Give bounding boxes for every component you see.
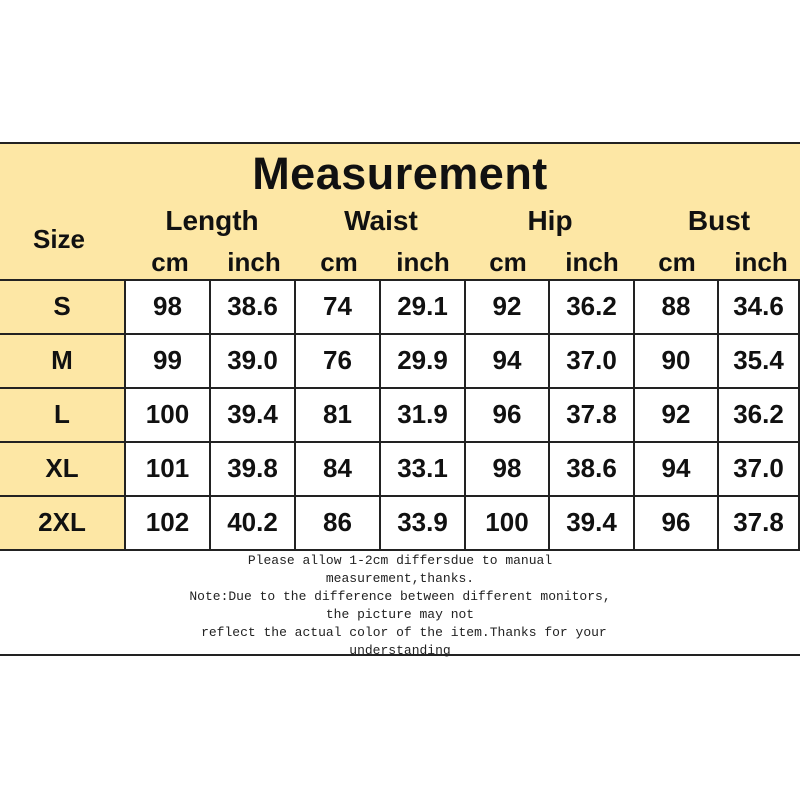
note-line: Please allow 1-2cm differsdue to manual [247,553,553,568]
size-cell: S [0,279,126,333]
value-cell: 34.6 [719,279,800,333]
size-cell: L [0,387,126,441]
value-cell: 31.9 [381,387,466,441]
size-cell: M [0,333,126,387]
value-cell: 86 [296,495,381,551]
value-cell: 35.4 [719,333,800,387]
table-header [0,144,800,279]
value-cell: 92 [466,279,550,333]
hip-header: Hip [527,205,573,236]
value-cell: 101 [126,441,211,495]
value-cell: 94 [466,333,550,387]
note-line: the picture may not [325,607,475,622]
table-row [0,495,800,549]
table-row [0,279,800,333]
waist-inch-header: inch [396,247,450,277]
waist-cm-header: cm [320,247,358,277]
notes [0,552,800,660]
table-row [0,387,800,441]
hip-inch-header: inch [565,247,619,277]
value-cell: 99 [126,333,211,387]
value-cell: 98 [126,279,211,333]
length-inch-header: inch [227,247,281,277]
value-cell: 98 [466,441,550,495]
bust-header: Bust [687,205,751,236]
bust-cm-header: cm [658,247,696,277]
value-cell: 88 [635,279,719,333]
bust-inch-header: inch [734,247,788,277]
value-cell: 84 [296,441,381,495]
value-cell: 76 [296,333,381,387]
value-cell: 102 [126,495,211,551]
value-cell: 39.4 [550,495,635,551]
length-header: Length [165,205,259,236]
value-cell: 39.4 [211,387,296,441]
table-row [0,333,800,387]
size-column-header: Size [32,224,86,254]
note-line: measurement,thanks. [325,571,475,586]
value-cell: 92 [635,387,719,441]
value-cell: 90 [635,333,719,387]
size-cell: 2XL [0,495,126,551]
value-cell: 37.0 [550,333,635,387]
value-cell: 33.1 [381,441,466,495]
value-cell: 94 [635,441,719,495]
size-cell: XL [0,441,126,495]
note-line: reflect the actual color of the item.Thanks for your [193,625,607,640]
waist-header: Waist [344,205,418,236]
value-cell: 81 [296,387,381,441]
size-chart [0,142,800,656]
note-line: understanding [349,643,451,658]
measurement-grid [0,279,800,549]
value-cell: 74 [296,279,381,333]
value-cell: 37.0 [719,441,800,495]
value-cell: 36.2 [550,279,635,333]
value-cell: 29.1 [381,279,466,333]
value-cell: 33.9 [381,495,466,551]
value-cell: 39.0 [211,333,296,387]
value-cell: 39.8 [211,441,296,495]
value-cell: 38.6 [211,279,296,333]
page-title: Measurement [252,148,548,199]
value-cell: 36.2 [719,387,800,441]
table-row [0,441,800,495]
value-cell: 29.9 [381,333,466,387]
value-cell: 40.2 [211,495,296,551]
value-cell: 100 [126,387,211,441]
hip-cm-header: cm [489,247,527,277]
note-line: Note:Due to the difference between different monitors, [189,589,611,604]
length-cm-header: cm [151,247,189,277]
value-cell: 96 [635,495,719,551]
value-cell: 37.8 [550,387,635,441]
value-cell: 96 [466,387,550,441]
value-cell: 37.8 [719,495,800,551]
value-cell: 38.6 [550,441,635,495]
value-cell: 100 [466,495,550,551]
